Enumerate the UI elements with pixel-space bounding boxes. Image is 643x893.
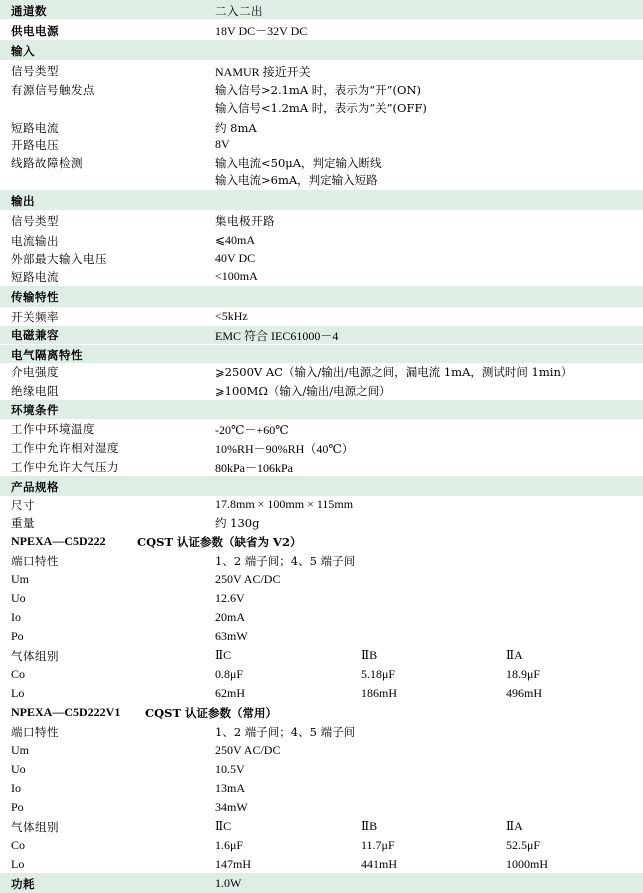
lo-value: 62mH: [215, 686, 245, 700]
row-value: <5kHz: [215, 309, 248, 323]
row-label: 气体组别: [11, 820, 59, 834]
row-dimensions: [0, 496, 643, 514]
row-fault-detect: [0, 153, 643, 190]
row-label: 端口特性: [11, 725, 59, 739]
section-output: [0, 190, 643, 210]
row-label: 线路故障检测: [11, 156, 83, 170]
row-value: 10.5V: [215, 762, 245, 776]
row-label: 功耗: [11, 877, 35, 891]
row-label: 气体组别: [11, 649, 59, 663]
gas-group: ⅡB: [361, 819, 378, 833]
cert-um-row: [0, 570, 643, 589]
row-label: 有源信号触发点: [11, 83, 95, 97]
lo-value: 186mH: [361, 686, 397, 700]
section-title: 输出: [11, 194, 35, 208]
row-value: 集电极开路: [215, 214, 275, 228]
section-environment: [0, 400, 643, 419]
row-label: Co: [11, 838, 26, 852]
row-open-voltage: [0, 136, 643, 153]
row-label: Io: [11, 610, 21, 624]
cert-io-row: [0, 779, 643, 798]
gas-group: ⅡC: [215, 819, 232, 833]
row-weight: [0, 514, 643, 532]
row-output-signal-type: [0, 210, 643, 230]
row-label: 短路电流: [11, 121, 59, 135]
row-label: 短路电流: [11, 270, 59, 284]
section-title: 输入: [11, 44, 35, 58]
row-ambient-temp: [0, 419, 643, 439]
row-channels: [0, 0, 643, 19]
co-value: 18.9μF: [506, 667, 541, 681]
row-label: 信号类型: [11, 214, 59, 228]
row-value-2: 输入电流>6mA，判定输入短路: [215, 173, 378, 187]
row-label: Lo: [11, 686, 25, 700]
row-switch-frequency: [0, 307, 643, 326]
row-label: 工作中允许大气压力: [11, 460, 119, 474]
cert-lo-row: [0, 855, 643, 873]
row-label: 电流输出: [11, 234, 59, 248]
row-emc: [0, 326, 643, 344]
co-value: 5.18μF: [361, 667, 396, 681]
row-value: 12.6V: [215, 591, 245, 605]
section-title: 传输特性: [11, 290, 59, 304]
cert-model: NPEXA—C5D222: [11, 534, 106, 548]
cert-gas-row: [0, 817, 643, 836]
row-output-short-current: [0, 268, 643, 286]
gas-group: ⅡA: [506, 648, 523, 662]
cert-gas-row: [0, 646, 643, 665]
cert-po-row: [0, 798, 643, 817]
row-value: 1、2 端子间；4、5 端子间: [215, 725, 356, 739]
section-transfer: [0, 286, 643, 307]
row-label: 尺寸: [11, 498, 35, 512]
co-value: 0.8μF: [215, 667, 244, 681]
row-label: 端口特性: [11, 554, 59, 568]
cert-port-row: [0, 551, 643, 570]
row-value: 34mW: [215, 800, 248, 814]
gas-group: ⅡA: [506, 819, 523, 833]
row-value: 输入信号>2.1mA 时，表示为“开”(ON): [215, 83, 422, 97]
row-max-ext-voltage: [0, 249, 643, 268]
row-label: 供电电源: [11, 24, 59, 38]
row-label: Po: [11, 800, 24, 814]
section-isolation: [0, 344, 643, 363]
row-value: <100mA: [215, 269, 258, 283]
row-value: 约 8mA: [215, 121, 257, 135]
cert-io-row: [0, 608, 643, 627]
row-dielectric: [0, 363, 643, 381]
row-value: 18V DC－32V DC: [215, 24, 308, 38]
row-value: 1、2 端子间；4、5 端子间: [215, 554, 356, 568]
section-spec: [0, 476, 643, 496]
row-value: 1.0W: [215, 876, 242, 890]
row-label: 通道数: [11, 4, 47, 18]
cert-lo-row: [0, 684, 643, 703]
cert-title: CQST 认证参数（缺省为 V2）: [137, 535, 302, 549]
cert-port-row: [0, 722, 643, 741]
row-power-supply: [0, 19, 643, 40]
row-input-signal-type: [0, 60, 643, 80]
row-label: 开路电压: [11, 138, 59, 152]
row-label: Lo: [11, 857, 25, 871]
row-insulation: [0, 381, 643, 400]
co-value: 52.5μF: [506, 838, 541, 852]
row-value: ⩽40mA: [215, 233, 256, 247]
row-label: Uo: [11, 762, 26, 776]
row-label: 工作中允许相对湿度: [11, 441, 119, 455]
co-value: 11.7μF: [361, 838, 395, 852]
row-label: 绝缘电阻: [11, 384, 59, 398]
row-value: 20mA: [215, 610, 245, 624]
row-value: -20℃－+60℃: [215, 423, 289, 437]
row-label: Um: [11, 572, 29, 586]
co-value: 1.6μF: [215, 838, 244, 852]
row-value: ⩾2500V AC（输入/输出/电源之间，漏电流 1mA，测试时间 1min）: [215, 365, 573, 379]
gas-group: ⅡB: [361, 648, 378, 662]
row-value: 13mA: [215, 781, 245, 795]
row-value: 63mW: [215, 629, 248, 643]
row-value: 10%RH－90%RH（40℃）: [215, 442, 354, 456]
section-title: 环境条件: [11, 403, 59, 417]
cert-uo-row: [0, 760, 643, 779]
row-value: 二入二出: [215, 4, 263, 18]
row-label: 开关频率: [11, 310, 59, 324]
cert-co-row: [0, 665, 643, 684]
cert-header-1: [0, 532, 643, 551]
row-label: 信号类型: [11, 64, 59, 78]
row-label: 外部最大输入电压: [11, 252, 107, 266]
lo-value: 147mH: [215, 857, 251, 871]
row-label: Po: [11, 629, 24, 643]
row-current-output: [0, 230, 643, 249]
row-value: 40V DC: [215, 251, 256, 265]
cert-um-row: [0, 741, 643, 760]
row-label: 重量: [11, 516, 35, 530]
row-label: 介电强度: [11, 365, 59, 379]
cert-co-row: [0, 836, 643, 855]
row-pressure: [0, 457, 643, 476]
row-label: Co: [11, 667, 26, 681]
cert-model: NPEXA—C5D222V1: [11, 705, 121, 719]
row-power-consumption: [0, 873, 643, 893]
row-label: 工作中环境温度: [11, 422, 95, 436]
row-label: Io: [11, 781, 21, 795]
row-short-current: [0, 118, 643, 136]
row-value: 8V: [215, 137, 230, 151]
row-value: 250V AC/DC: [215, 743, 281, 757]
row-trigger-point: [0, 80, 643, 118]
row-label: Uo: [11, 591, 26, 605]
row-value: NAMUR 接近开关: [215, 65, 311, 79]
row-humidity: [0, 439, 643, 457]
lo-value: 441mH: [361, 857, 397, 871]
lo-value: 1000mH: [506, 857, 548, 871]
row-value: 约 130g: [215, 516, 260, 530]
row-value: ⩾100MΩ（输入/输出/电源之间）: [215, 384, 391, 398]
row-label: 电磁兼容: [11, 328, 59, 342]
cert-header-2: [0, 703, 643, 722]
row-value: 250V AC/DC: [215, 572, 281, 586]
gas-group: ⅡC: [215, 648, 232, 662]
cert-title: CQST 认证参数（常用）: [145, 706, 278, 720]
section-input: [0, 40, 643, 60]
row-value: 17.8mm × 100mm × 115mm: [215, 497, 354, 511]
row-value-2: 输入信号<1.2mA 时，表示为“关”(OFF): [215, 101, 427, 115]
cert-po-row: [0, 627, 643, 646]
row-label: Um: [11, 743, 29, 757]
cert-uo-row: [0, 589, 643, 608]
section-title: 产品规格: [11, 480, 59, 494]
lo-value: 496mH: [506, 686, 542, 700]
row-value: 80kPa－106kPa: [215, 461, 294, 475]
section-title: 电气隔离特性: [11, 348, 83, 362]
row-value: EMC 符合 IEC61000－4: [215, 329, 339, 343]
row-value: 输入电流<50μA，判定输入断线: [215, 156, 382, 170]
